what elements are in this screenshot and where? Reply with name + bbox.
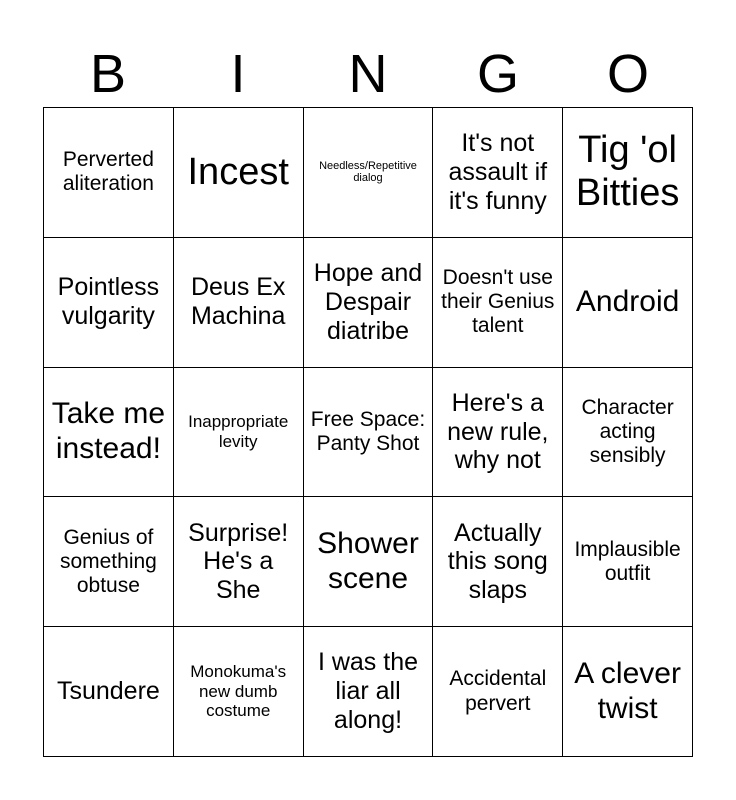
bingo-cell[interactable]: Hope and Despair diatribe — [304, 238, 434, 368]
bingo-cell[interactable]: I was the liar all along! — [304, 627, 434, 757]
bingo-cell[interactable]: It's not assault if it's funny — [433, 108, 563, 238]
header-letter-b: B — [89, 44, 127, 104]
bingo-cell[interactable]: Deus Ex Machina — [174, 238, 304, 368]
bingo-cell[interactable]: Doesn't use their Genius talent — [433, 238, 563, 368]
bingo-cell[interactable]: Tig 'ol Bitties — [563, 108, 693, 238]
bingo-cell[interactable]: Character acting sensibly — [563, 368, 693, 498]
bingo-cell[interactable]: Inappropriate levity — [174, 368, 304, 498]
bingo-cell[interactable]: Actually this song slaps — [433, 497, 563, 627]
bingo-cell[interactable]: Needless/Repetitive dialog — [304, 108, 434, 238]
bingo-cell[interactable]: Genius of something obtuse — [44, 497, 174, 627]
bingo-cell[interactable]: Incest — [174, 108, 304, 238]
bingo-cell[interactable]: Perverted aliteration — [44, 108, 174, 238]
bingo-cell[interactable]: Take me instead! — [44, 368, 174, 498]
bingo-cell[interactable]: Android — [563, 238, 693, 368]
bingo-board — [43, 107, 693, 757]
bingo-header — [43, 40, 693, 108]
bingo-cell[interactable]: Here's a new rule, why not — [433, 368, 563, 498]
header-letter-o: O — [606, 44, 649, 104]
bingo-cell[interactable]: Surprise! He's a She — [174, 497, 304, 627]
header-letter-i: I — [230, 44, 246, 104]
bingo-cell[interactable]: Implausible outfit — [563, 497, 693, 627]
bingo-cell[interactable]: A clever twist — [563, 627, 693, 757]
bingo-cell[interactable]: Tsundere — [44, 627, 174, 757]
bingo-cell[interactable]: Free Space: Panty Shot — [304, 368, 434, 498]
bingo-cell[interactable]: Monokuma's new dumb costume — [174, 627, 304, 757]
bingo-cell[interactable]: Accidental pervert — [433, 627, 563, 757]
bingo-cell[interactable]: Pointless vulgarity — [44, 238, 174, 368]
header-letter-g: G — [476, 44, 519, 104]
header-letter-n: N — [348, 44, 388, 104]
bingo-cell[interactable]: Shower scene — [304, 497, 434, 627]
